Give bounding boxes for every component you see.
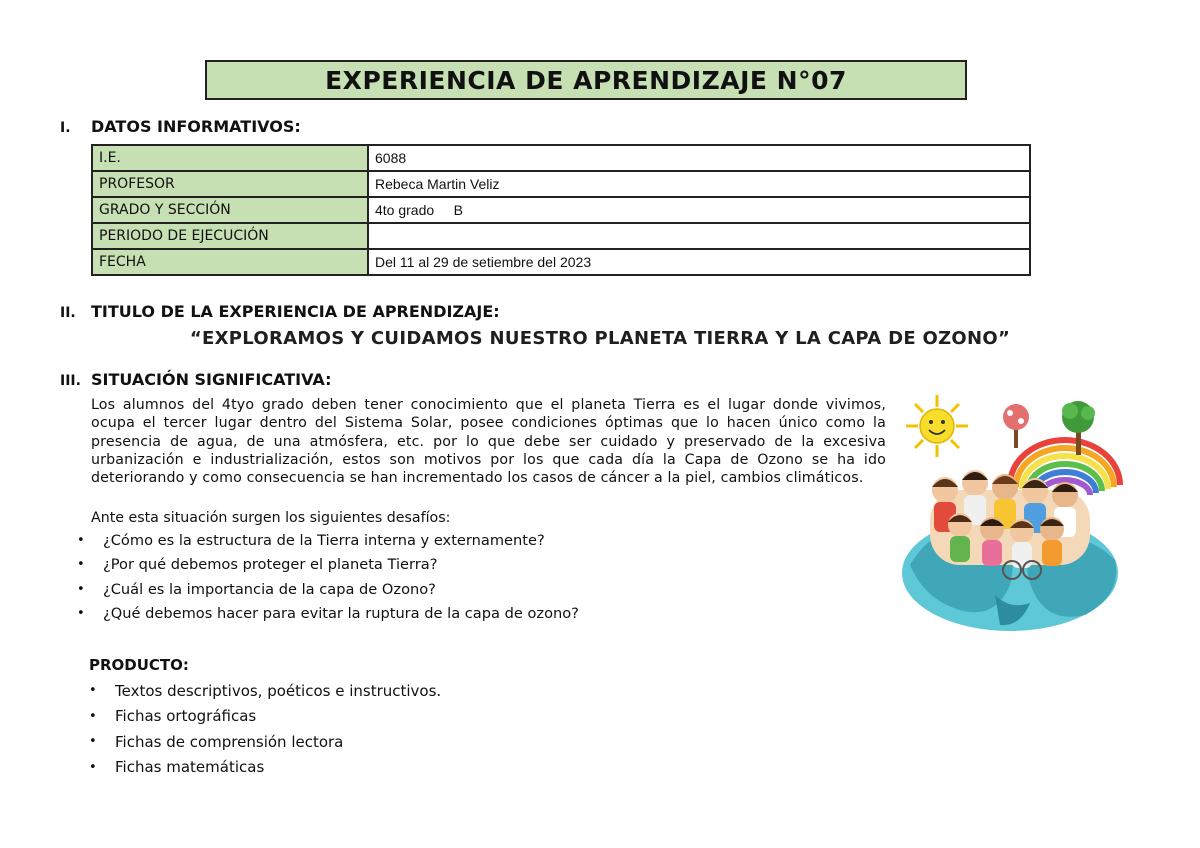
list-item-text: ¿Cuál es la importancia de la capa de Ozono? bbox=[103, 580, 436, 598]
bullet-icon: • bbox=[89, 708, 97, 724]
datos-informativos-table bbox=[91, 144, 1031, 276]
bullet-icon: • bbox=[89, 759, 97, 775]
list-item bbox=[89, 678, 441, 704]
list-item bbox=[89, 704, 441, 730]
section-number: III. bbox=[60, 373, 81, 389]
table-row bbox=[92, 171, 1030, 197]
row-value bbox=[368, 223, 1030, 249]
section-datos-heading bbox=[60, 117, 301, 136]
section-situacion-heading bbox=[60, 370, 332, 389]
row-label: PERIODO DE EJECUCIÓN bbox=[92, 223, 368, 249]
list-item-text: Textos descriptivos, poéticos e instructivos. bbox=[115, 681, 442, 700]
bullet-icon: • bbox=[89, 683, 97, 699]
table-row bbox=[92, 223, 1030, 249]
list-item bbox=[60, 553, 579, 578]
bullet-icon: • bbox=[77, 606, 85, 622]
bullet-icon: • bbox=[77, 581, 85, 597]
tree-icon bbox=[1003, 401, 1095, 455]
list-item bbox=[89, 729, 441, 755]
section-title: SITUACIÓN SIGNIFICATIVA: bbox=[91, 370, 332, 389]
earth-children-illustration bbox=[900, 395, 1128, 637]
list-item-text: ¿Qué debemos hacer para evitar la ruptura de la capa de ozono? bbox=[103, 605, 579, 623]
experience-title: “EXPLORAMOS Y CUIDAMOS NUESTRO PLANETA TIERRA Y LA CAPA DE OZONO” bbox=[189, 328, 1011, 349]
row-label: FECHA bbox=[92, 249, 368, 275]
row-label: PROFESOR bbox=[92, 171, 368, 197]
children-icon bbox=[930, 470, 1090, 579]
section-title: DATOS INFORMATIVOS: bbox=[91, 117, 301, 136]
list-item bbox=[89, 755, 441, 781]
table-row bbox=[92, 145, 1030, 171]
situation-paragraph: Los alumnos del 4tyo grado deben tener conocimiento que el planeta Tierra es el lugar donde vivimos, ocupa el tercer lugar dentro del Sistema Solar, posee condiciones óptimas que lo hacen único como la presencia de agua, de una atmósfera, etc. por lo que debe ser cuidado y preservado de la excesiva urbanización e industrialización, estos son motivos por los que cada día la Capa de Ozono se ha ido deteriorando y como consecuencia se han incrementado los casos de cáncer a la piel, cambios climáticos. bbox=[91, 397, 886, 487]
products-list bbox=[89, 678, 441, 780]
challenges-intro: Ante esta situación surgen los siguientes desafíos: bbox=[91, 510, 451, 526]
list-item-text: ¿Por qué debemos proteger el planeta Tierra? bbox=[103, 556, 438, 574]
table-row bbox=[92, 249, 1030, 275]
row-value: Rebeca Martin Veliz bbox=[368, 171, 1030, 197]
bullet-icon: • bbox=[77, 557, 85, 573]
row-value: Del 11 al 29 de setiembre del 2023 bbox=[368, 249, 1030, 275]
list-item-text: ¿Cómo es la estructura de la Tierra interna y externamente? bbox=[103, 531, 545, 549]
bullet-icon: • bbox=[77, 532, 85, 548]
list-item-text: Fichas ortográficas bbox=[115, 707, 257, 726]
section-titulo-heading bbox=[60, 302, 500, 321]
list-item bbox=[60, 602, 579, 627]
list-item-text: Fichas de comprensión lectora bbox=[115, 732, 344, 751]
challenges-list bbox=[60, 528, 579, 626]
list-item-text: Fichas matemáticas bbox=[115, 758, 265, 777]
row-value: 6088 bbox=[368, 145, 1030, 171]
section-title: TITULO DE LA EXPERIENCIA DE APRENDIZAJE: bbox=[91, 302, 500, 321]
row-value: 4to grado B bbox=[368, 197, 1030, 223]
bullet-icon: • bbox=[89, 734, 97, 750]
list-item bbox=[60, 528, 579, 553]
table-row bbox=[92, 197, 1030, 223]
row-label: I.E. bbox=[92, 145, 368, 171]
list-item bbox=[60, 577, 579, 602]
section-number: II. bbox=[60, 305, 76, 321]
product-heading: PRODUCTO: bbox=[89, 656, 189, 674]
row-label: GRADO Y SECCIÓN bbox=[92, 197, 368, 223]
sun-icon bbox=[906, 395, 968, 457]
section-number: I. bbox=[60, 120, 71, 136]
document-title: EXPERIENCIA DE APRENDIZAJE N°07 bbox=[205, 60, 967, 100]
